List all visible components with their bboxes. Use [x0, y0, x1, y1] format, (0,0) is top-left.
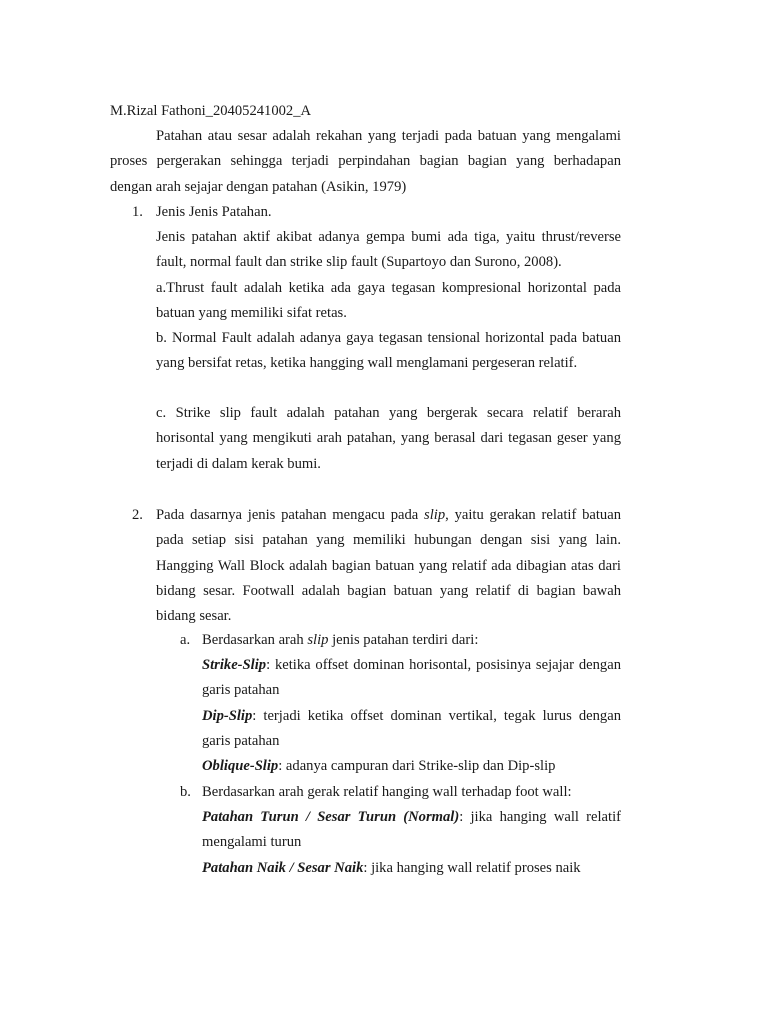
section-2-slip-term: slip: [424, 507, 446, 523]
dip-slip-term: Dip-Slip: [202, 708, 253, 724]
sub-b-heading: Berdasarkan arah gerak relatif hanging wall terhadap foot wall:: [202, 784, 572, 800]
section-1-number: 1.: [132, 204, 143, 220]
section-1-title: Jenis Jenis Patahan.: [156, 204, 272, 220]
thrust-fault-item: a.Thrust fault adalah ketika ada gaya tegasan kompresional horizontal pada batuan yang memiliki sifat retas.: [156, 280, 621, 322]
strike-slip-term: Strike-Slip: [202, 657, 267, 673]
reverse-fault-definition: [202, 856, 621, 881]
strike-slip-definition: [202, 653, 621, 704]
oblique-slip-term: Oblique-Slip: [202, 758, 279, 774]
strike-slip-text: : ketika offset dominan horisontal, posisinya sejajar dengan garis patahan: [202, 657, 621, 699]
sub-a-head-before: Berdasarkan arah: [202, 632, 308, 648]
intro-paragraph: Patahan atau sesar adalah rekahan yang terjadi pada batuan yang mengalami proses pergerakan sehingga terjadi perpindahan bagian bagian yang berhadapan dengan arah sejajar dengan patahan (Asikin, 1979): [110, 128, 621, 195]
sub-a-letter: a.: [180, 632, 191, 648]
author-line: M.Rizal Fathoni_20405241002_A: [110, 103, 312, 119]
sub-a-heading: [202, 628, 621, 653]
patahan-naik-term: Patahan Naik / Sesar Naik: [202, 860, 364, 876]
section-2-text-after: , yaitu gerakan relatif batuan pada setiap sisi patahan yang memiliki hubungan dengan sisi yang lain. Hangging Wall Block adalah bagian batuan yang relatif ada dibagian atas dari bidang sesar. Footwall adalah bagian batuan yang relatif di bagian bawah bidang sesar.: [156, 507, 621, 625]
normal-fault-item: b. Normal Fault adalah adanya gaya tegasan tensional horizontal pada batuan yang bersifat retas, ketika hangging wall menglamani pergeseran relatif.: [156, 330, 621, 372]
dip-slip-text: : terjadi ketika offset dominan vertikal, tegak lurus dengan garis patahan: [202, 708, 621, 750]
oblique-slip-text: : adanya campuran dari Strike-slip dan Dip-slip: [278, 758, 556, 774]
sub-b-letter: b.: [180, 784, 191, 800]
patahan-turun-term: Patahan Turun / Sesar Turun (Normal): [202, 809, 460, 825]
sub-a-head-slip: slip: [307, 632, 329, 648]
normal-fault-definition: [202, 805, 621, 856]
section-2-text-before: Pada dasarnya jenis patahan mengacu pada: [156, 507, 425, 523]
dip-slip-definition: [202, 704, 621, 755]
patahan-turun-text: : jika hanging wall relatif mengalami turun: [202, 809, 621, 851]
section-2-number: 2.: [132, 507, 143, 523]
section-2-paragraph: [156, 503, 621, 629]
section-1-description: Jenis patahan aktif akibat adanya gempa bumi ada tiga, yaitu thrust/reverse fault, normal fault dan strike slip fault (Supartoyo dan Surono, 2008).: [156, 229, 621, 271]
patahan-naik-text: : jika hanging wall relatif proses naik: [363, 860, 581, 876]
oblique-slip-definition: [202, 754, 621, 779]
sub-a-head-after: jenis patahan terdiri dari:: [328, 632, 479, 648]
strike-slip-item: c. Strike slip fault adalah patahan yang bergerak secara relatif berarah horisontal yang mengikuti arah patahan, yang berasal dari tegasan geser yang terjadi di dalam kerak bumi.: [156, 405, 621, 472]
